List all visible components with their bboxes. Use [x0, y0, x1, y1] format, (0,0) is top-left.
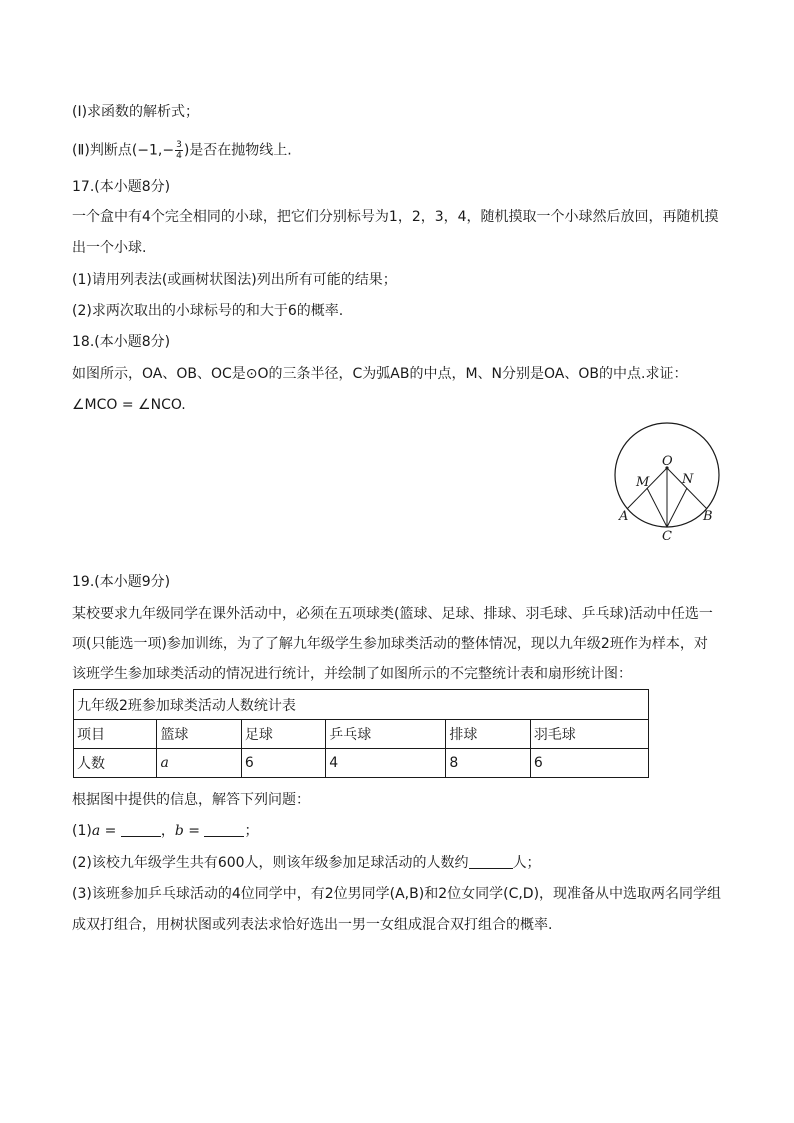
table-header-cell: 篮球: [157, 720, 241, 749]
table-header-cell: 项目: [74, 720, 157, 749]
table-header-cell: 足球: [241, 720, 325, 749]
q18-stem-line2: ∠MCO = ∠NCO.: [72, 397, 186, 413]
q19-stem-line2: 项(只能选一项)参加训练，为了了解九年级学生参加球类活动的整体情况，现以九年级2班作为样本，对: [72, 636, 708, 652]
label-b: B: [703, 509, 713, 524]
table-header-cell: 乒乓球: [326, 720, 446, 749]
q18-header: 18.(本小题8分): [72, 334, 171, 350]
q16-part1: (Ⅰ)求函数的解析式；: [72, 104, 200, 120]
table-header-cell: 排球: [446, 720, 530, 749]
table-header-cell: 羽毛球: [530, 720, 648, 749]
label-n: N: [682, 472, 694, 487]
q17-sub1: (1)请用列表法(或画树状图法)列出所有可能的结果；: [72, 272, 397, 288]
table-title-row: [74, 690, 649, 720]
q19-stem-line3: 该班学生参加球类活动的情况进行统计，并绘制了如图所示的不完整统计表和扇形统计图：: [72, 666, 632, 682]
q19-sub1-mid: ，: [160, 823, 175, 839]
q17-header: 17.(本小题8分): [72, 179, 171, 195]
q19-sub1-a: a =: [91, 823, 117, 839]
fraction-numerator: 3: [176, 140, 182, 150]
table-cell: 6: [241, 749, 325, 778]
q16-part2: [72, 140, 292, 161]
q19-sub2-suffix: 人；: [512, 855, 541, 871]
q19-stem-line1: 某校要求九年级同学在课外活动中，必须在五项球类(篮球、足球、排球、羽毛球、乒乓球)活动中任选一: [72, 606, 713, 622]
circle-geometry-figure: [612, 416, 726, 544]
answer-blank-b[interactable]: [204, 822, 244, 837]
q19-sub1-prefix: (1): [72, 823, 92, 839]
q19-sub1-end: ；: [244, 823, 259, 839]
q19-sub3-line1: (3)该班参加乒乓球活动的4位同学中，有2位男同学(A,B)和2位女同学(C,D)，现准备从中选取两名同学组: [72, 886, 722, 902]
q16-part2-prefix: (Ⅱ)判断点(−1,−: [72, 142, 175, 159]
q19-prompt: 根据图中提供的信息，解答下列问题：: [72, 792, 310, 808]
statistics-table: [73, 689, 649, 778]
segment-nc: [667, 488, 687, 527]
q17-sub2: (2)求两次取出的小球标号的和大于6的概率.: [72, 303, 344, 319]
table-row: [74, 749, 649, 778]
fraction: [175, 140, 183, 161]
q19-sub1: [72, 821, 258, 841]
table-title: 九年级2班参加球类活动人数统计表: [74, 690, 649, 720]
q17-stem-line2: 出一个小球.: [72, 240, 147, 256]
table-header-row: [74, 720, 649, 749]
answer-blank-football[interactable]: [469, 854, 513, 869]
q19-sub2-prefix: (2)该校九年级学生共有600人，则该年级参加足球活动的人数约: [72, 855, 469, 871]
label-c: C: [662, 529, 672, 544]
q16-part2-suffix: )是否在抛物线上.: [183, 142, 292, 159]
table-cell: a: [157, 749, 241, 778]
answer-blank-a[interactable]: [121, 822, 161, 837]
q19-sub2: [72, 853, 541, 873]
label-a: A: [619, 509, 629, 524]
q19-sub3-line2: 成双打组合，用树状图或列表法求恰好选出一男一女组成混合双打组合的概率.: [72, 917, 553, 933]
table-row-label: 人数: [74, 749, 157, 778]
q17-stem-line1: 一个盒中有4个完全相同的小球，把它们分别标号为1，2，3，4，随机摸取一个小球然后放回，再随机摸: [72, 209, 719, 225]
q18-stem-line1: 如图所示，OA、OB、OC是⊙O的三条半径，C为弧AB的中点，M、N分别是OA、OB的中点.求证：: [72, 366, 688, 382]
fraction-denominator: 4: [176, 151, 182, 161]
q19-sub1-b: b =: [174, 823, 200, 839]
label-m: M: [636, 475, 650, 490]
label-o: O: [662, 454, 673, 469]
table-cell: 8: [446, 749, 530, 778]
q19-header: 19.(本小题9分): [72, 574, 171, 590]
table-cell: 6: [530, 749, 648, 778]
segment-mc: [647, 488, 667, 527]
table-cell: 4: [326, 749, 446, 778]
